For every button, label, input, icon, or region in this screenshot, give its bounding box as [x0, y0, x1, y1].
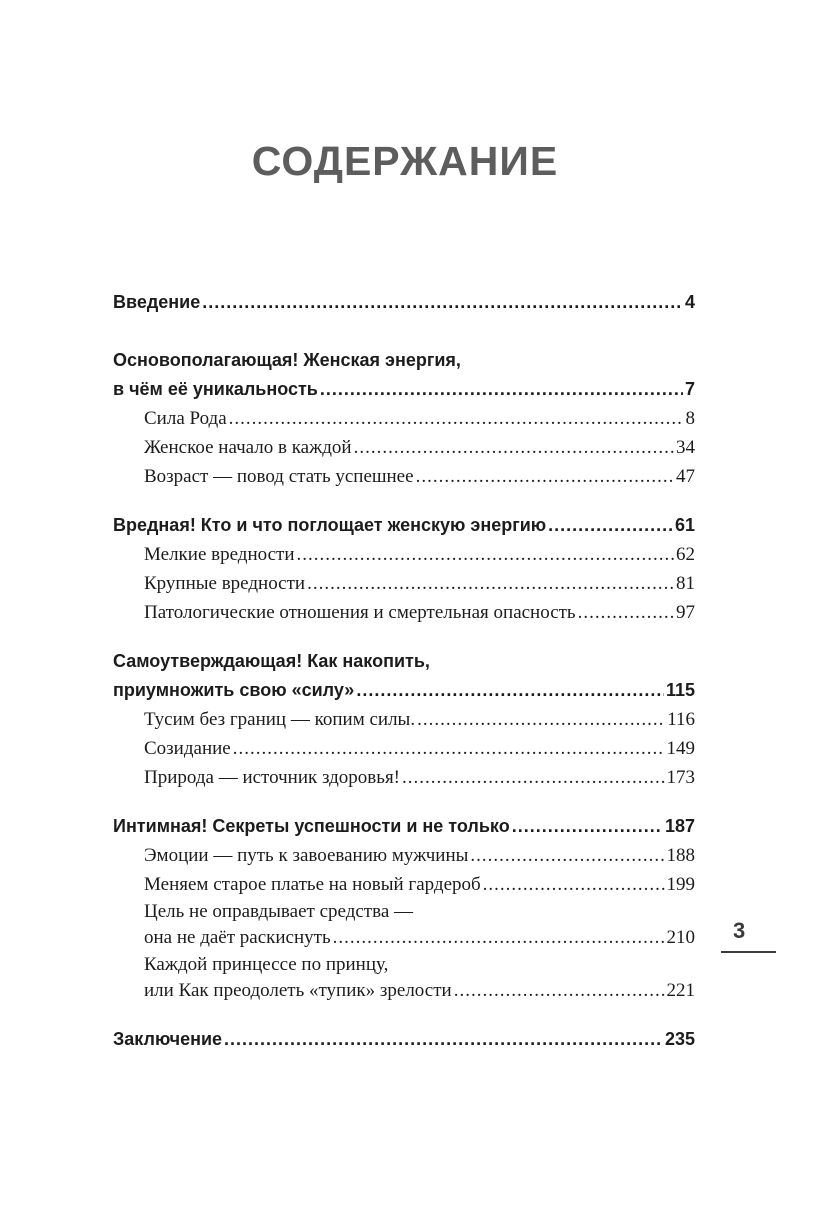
toc-page-number: 47 [676, 466, 695, 487]
toc-label: Тусим без границ — копим силы. [144, 709, 416, 730]
toc-chapter-1-title-line[interactable] [113, 346, 695, 375]
toc-page-number: 210 [666, 927, 695, 948]
toc-section[interactable] [113, 705, 695, 734]
toc-section[interactable] [113, 841, 695, 870]
toc-label: Основополагающая! Женская энергия, [113, 350, 461, 370]
toc-label: Эмоции — путь к завоеванию мужчины [144, 845, 469, 866]
page-number-rule [721, 951, 776, 953]
toc-section[interactable] [113, 734, 695, 763]
toc-label: Созидание [144, 738, 231, 759]
toc-section[interactable] [113, 433, 695, 462]
toc-page-number: 97 [676, 602, 695, 623]
toc-label: Интимная! Секреты успешности и не только [113, 816, 510, 836]
toc-label: Сила Рода [144, 408, 227, 429]
dot-leader [320, 375, 683, 404]
toc-page-number: 34 [676, 437, 695, 458]
toc-page-number: 173 [666, 767, 695, 788]
dot-leader [333, 924, 665, 952]
toc-section[interactable] [113, 598, 695, 627]
toc-page-number: 115 [665, 680, 695, 700]
dot-leader [417, 705, 665, 734]
toc-chapter-3[interactable] [113, 676, 695, 705]
toc-page-number: 188 [666, 845, 695, 866]
dot-leader [229, 404, 684, 433]
page-title: СОДЕРЖАНИЕ [251, 138, 559, 184]
toc-label: Женское начало в каждой [144, 437, 352, 458]
toc-entry-intro[interactable] [113, 288, 695, 317]
toc-label: Природа — источник здоровья! [144, 767, 401, 788]
dot-leader [512, 812, 663, 841]
page-number: 3 [733, 918, 746, 943]
dot-leader [354, 433, 674, 462]
dot-leader [416, 462, 674, 491]
toc-page-number: 8 [685, 408, 695, 429]
dot-leader [224, 1025, 663, 1054]
dot-leader [356, 676, 664, 705]
toc-label: Крупные вредности [144, 573, 306, 594]
toc-section-title-line[interactable] [113, 952, 695, 977]
toc-label: Вредная! Кто и что поглощает женскую энергию [113, 515, 547, 535]
toc-page-number: 4 [684, 292, 695, 312]
dot-leader [297, 540, 674, 569]
toc-section-title-line[interactable] [113, 899, 695, 924]
dot-leader [202, 288, 683, 317]
toc-section[interactable] [113, 977, 695, 1005]
toc-page-number: 61 [674, 515, 695, 535]
toc-label: Каждой принцессе по принцу, [144, 954, 389, 975]
toc-chapter-2[interactable] [113, 511, 695, 540]
toc-section[interactable] [113, 763, 695, 792]
toc-page-number: 187 [664, 816, 695, 836]
toc-page-number: 81 [676, 573, 695, 594]
toc-label: Возраст — повод стать успешнее [144, 466, 414, 487]
toc-label: Патологические отношения и смертельная опасность [144, 602, 576, 623]
table-of-contents [113, 288, 695, 1054]
dot-leader [578, 598, 674, 627]
toc-entry-conclusion[interactable] [113, 1025, 695, 1054]
toc-section[interactable] [113, 404, 695, 433]
toc-label: приумножить свою «силу» [113, 680, 355, 700]
dot-leader [402, 763, 664, 792]
toc-label: Мелкие вредности [144, 544, 295, 565]
toc-page-number: 116 [667, 709, 695, 730]
dot-leader [483, 870, 665, 899]
toc-chapter-1[interactable] [113, 375, 695, 404]
toc-label: в чём её уникальность [113, 379, 318, 399]
toc-label: она не даёт раскиснуть [144, 927, 331, 948]
dot-leader [548, 511, 673, 540]
toc-page-number: 149 [666, 738, 695, 759]
dot-leader [307, 569, 674, 598]
toc-label: Меняем старое платье на новый гардероб [144, 874, 481, 895]
toc-label: Самоутверждающая! Как накопить, [113, 651, 430, 671]
toc-section[interactable] [113, 462, 695, 491]
toc-page-number: 221 [666, 980, 695, 1001]
dot-leader [454, 977, 665, 1005]
toc-label: или Как преодолеть «тупик» зрелости [144, 980, 452, 1001]
toc-chapter-3-title-line[interactable] [113, 647, 695, 676]
toc-page-number: 62 [676, 544, 695, 565]
toc-section[interactable] [113, 540, 695, 569]
toc-label: Заключение [113, 1029, 223, 1049]
toc-page-number: 7 [684, 379, 695, 399]
dot-leader [233, 734, 665, 763]
toc-section[interactable] [113, 924, 695, 952]
toc-section[interactable] [113, 569, 695, 598]
dot-leader [470, 841, 664, 870]
toc-chapter-4[interactable] [113, 812, 695, 841]
toc-section[interactable] [113, 870, 695, 899]
toc-label: Введение [113, 292, 201, 312]
toc-page-number: 235 [664, 1029, 695, 1049]
toc-page-number: 199 [666, 874, 695, 895]
toc-label: Цель не оправдывает средства — [144, 901, 413, 922]
